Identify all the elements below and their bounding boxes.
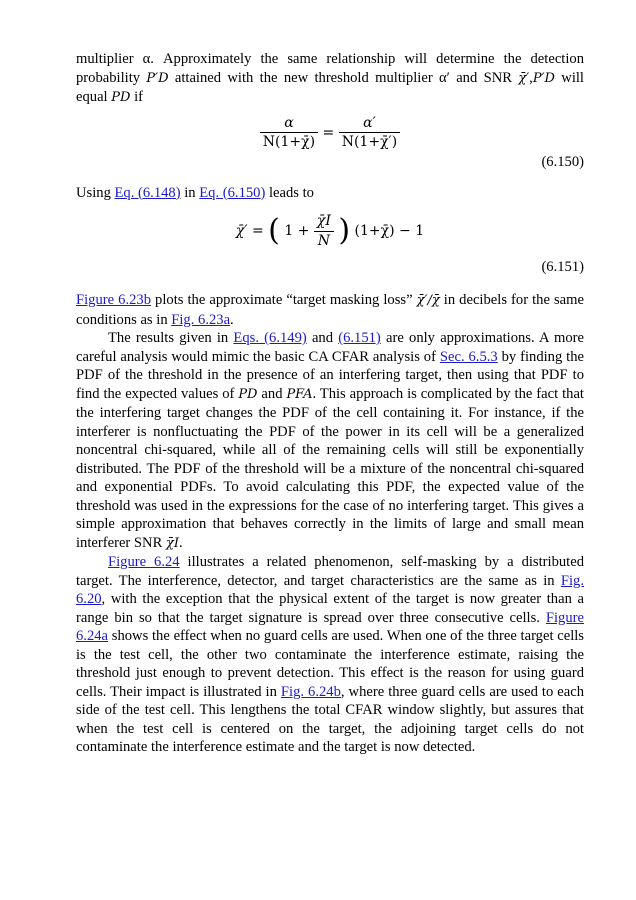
tail: (1+χ̄) − 1 (354, 222, 425, 239)
text: , (529, 69, 533, 86)
text: . (178, 534, 183, 551)
paragraph-3 (76, 291, 584, 329)
link-figure-6-23b[interactable]: Figure 6.23b (76, 292, 151, 308)
text: in (180, 184, 200, 201)
numerator: χ̄I (314, 212, 334, 232)
text: illustrates a related phenomenon, self-masking by a distributed target. The interference, detector, and target characteristics are the same as in (76, 554, 584, 589)
link-6-151[interactable]: (6.151) (338, 330, 381, 346)
link-eq-6-150[interactable]: Eq. (6.150) (199, 184, 266, 201)
numerator: α′ (339, 114, 400, 134)
pd-symbol: PD (238, 386, 258, 402)
text: are only approximations. A more careful analysis would mimic the basic CA CFAR analysis of (76, 330, 584, 365)
text: Using (76, 184, 115, 201)
rhs-fraction (339, 114, 400, 152)
text: in decibels for the same conditions as in (76, 292, 584, 328)
text: and (257, 385, 287, 402)
pd-symbol: PD (111, 90, 131, 105)
equation-number: (6.151) (541, 258, 584, 275)
paren-open: ( (268, 212, 280, 248)
text: , where three guard cells are used to each side of the test cell. This lengthens the total CFAR window slightly, but assures that when the test cell is centered on the target, the adjoining target cells do not contaminate the interference estimate and the target is now detected. (76, 683, 585, 755)
paren-close: ) (338, 212, 351, 248)
equation-number: (6.150) (541, 154, 584, 170)
chi-prime-symbol: χ̄′ (518, 70, 530, 86)
paragraph-4 (76, 329, 584, 553)
link-sec-6-5-3[interactable]: Sec. 6.5.3 (439, 348, 498, 365)
denominator: N(1+χ̄′) (341, 134, 398, 150)
denominator: N(1+χ̄) (262, 134, 316, 150)
equals-sign: = (322, 124, 335, 141)
pd-prime-symbol: P′D (146, 70, 169, 86)
pfa-symbol: PFA (286, 386, 313, 402)
document-page (76, 50, 584, 757)
chi-i-symbol: χ̄I (165, 535, 179, 551)
link-fig-6-24b[interactable]: Fig. 6.24b (280, 683, 341, 700)
text: plots the approximate “target masking loss” (151, 292, 417, 308)
equation-6-151 (76, 202, 584, 278)
ratio-symbol: χ̄′/χ̄ (416, 293, 440, 308)
lhs: χ̄′ = (235, 222, 264, 239)
numerator: α (260, 114, 318, 134)
link-eqs-6-149[interactable]: Eqs. (6.149) (233, 330, 307, 346)
denominator: N (317, 232, 331, 249)
link-figure-6-24a[interactable]: Figure 6.24a (76, 609, 584, 644)
paragraph-1 (76, 50, 584, 108)
fraction (314, 212, 334, 250)
lhs-fraction (260, 114, 318, 152)
text: will equal (76, 69, 584, 105)
link-fig-6-20[interactable]: Fig. 6.20 (76, 572, 584, 607)
text: The results given in (108, 330, 234, 346)
text: attained with the new threshold multiplier α′ and SNR (168, 69, 519, 86)
paragraph-5 (76, 553, 584, 757)
paragraph-2 (76, 184, 584, 203)
link-eq-6-148[interactable]: Eq. (6.148) (114, 184, 181, 201)
text: by finding the PDF of the threshold in the presence of an interfering target, then using that PDF to find the expected values of (76, 348, 585, 402)
term: 1 + (284, 222, 310, 239)
text: . This approach is complicated by the fact that the interfering target changes the PDF of the cell containing it. For instance, if the interferer is nonfluctuating the PDF of the power in its cell will be a generalized noncentral chi-squared, while all of the remaining cells will still be exponentially distributed. The PDF of the threshold will be a mixture of the noncentral chi-squared and exponential PDFs. To avoid calculating this PDF, the expected value of the threshold was used in the expressions for the case of no interfering target. This gives a simple approximation that behaves correctly in the limits of large and small mean interferer SNR (76, 385, 584, 551)
text: leads to (265, 184, 314, 201)
pd-prime-symbol: P′D (532, 70, 555, 86)
link-fig-6-23a[interactable]: Fig. 6.23a (171, 311, 231, 328)
equation-6-150 (76, 108, 584, 174)
link-figure-6-24[interactable]: Figure 6.24 (108, 554, 180, 570)
text: shows the effect when no guard cells are used. When one of the three target cells is the test cell, the other two contaminate the interference estimate, raising the threshold just enough to prevent detection. This effect is the reason for using guard cells. Their impact is illustrated in (76, 628, 584, 700)
text: , with the exception that the physical extent of the target is now greater than a range bin so that the target signature is spread over three consecutive cells. (76, 591, 584, 626)
text: if (130, 89, 144, 105)
text: multiplier α. Approximately the same relationship will determine the detection probability (76, 51, 584, 86)
text: . (230, 311, 234, 328)
text: and (306, 330, 339, 346)
